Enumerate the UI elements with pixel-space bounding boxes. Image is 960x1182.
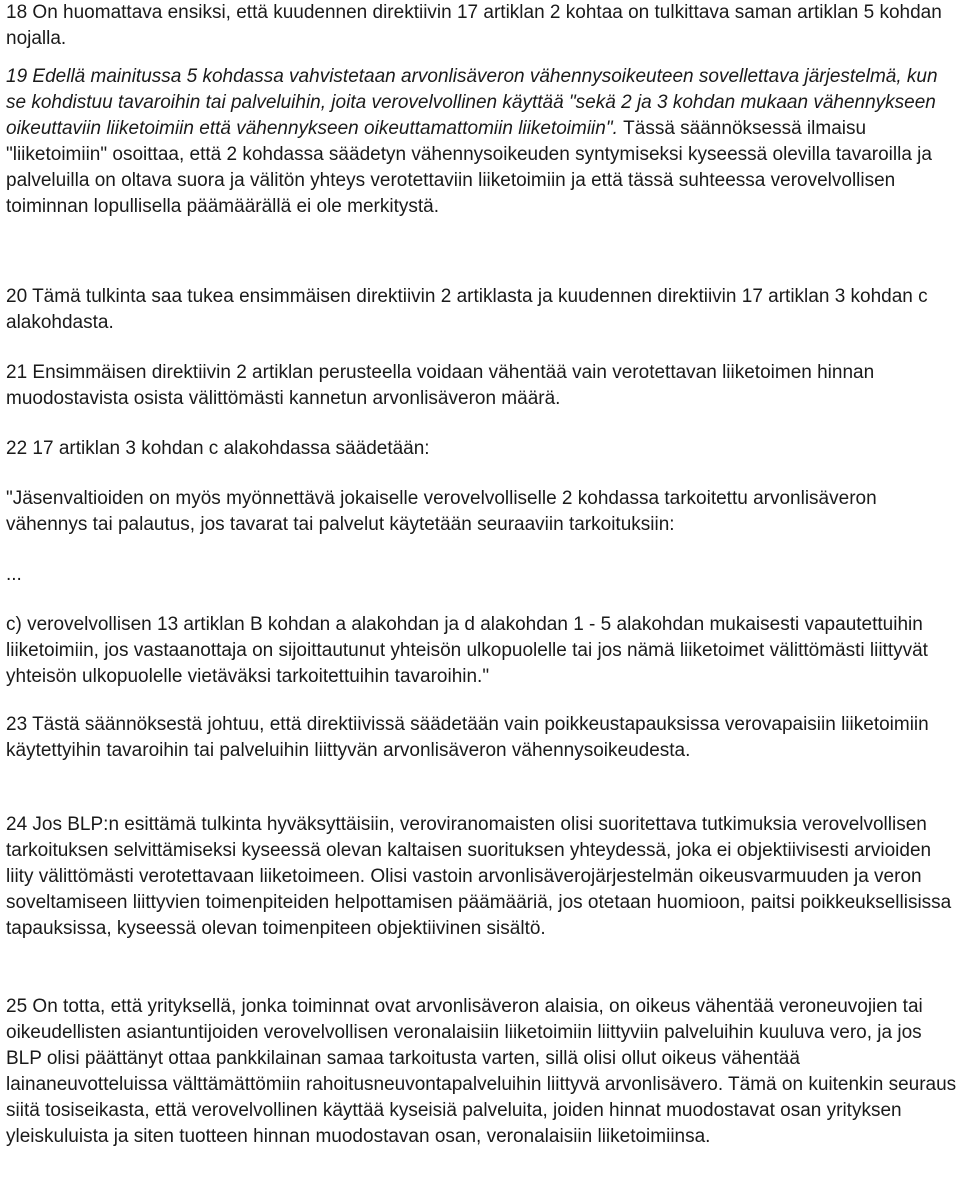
- paragraph-18: 18 On huomattava ensiksi, että kuudennen direktiivin 17 artiklan 2 kohtaa on tulkittava saman artiklan 5 kohdan nojalla.: [6, 2, 942, 49]
- paragraph-24: 24 Jos BLP:n esittämä tulkinta hyväksyttäisiin, veroviranomaisten olisi suoritettava tutkimuksia verovelvollisen tarkoituksen selvittämiseksi kyseessä olevan kaltaisen suorituksen yhteydessä, joka ei objektiivisesti arvioiden liity välittömästi verotettavaan liiketoimeen. Olisi vastoin arvonlisäverojärjestelmän oikeusvarmuuden ja veron soveltamiseen liittyvien toimenpiteiden helpottamisen päämääriä, jos otetaan huomioon, paitsi poikkeuksellisissa tapauksissa, kyseessä olevan toimenpiteen objektiivinen sisältö.: [6, 814, 952, 939]
- paragraph-19: [6, 64, 958, 220]
- paragraph-22: 22 17 artiklan 3 kohdan c alakohdassa säädetään:: [6, 438, 430, 459]
- paragraph-25: 25 On totta, että yrityksellä, jonka toiminnat ovat arvonlisäveron alaisia, on oikeus vähentää veroneuvojien tai oikeudellisten asiantuntijoiden verovelvollisen veronalaisiin liiketoimiin liittyviin palveluihin kuuluva vero, ja jos BLP olisi päättänyt ottaa pankkilainan samaa tarkoitusta varten, sillä olisi ollut oikeus vähentää lainaneuvotteluissa välttämättömiin rahoitusneuvontapalveluihin liittyvä arvonlisävero. Tämä on kuitenkin seuraus siitä tosiseikasta, että verovelvollinen käyttää kyseisiä palveluita, joiden hinnat muodostavat osan yrityksen yleiskuluista ja siten tuotteen hinnan muodostavan osan, veronalaisiin liiketoimiinsa.: [6, 996, 957, 1147]
- paragraph-23: 23 Tästä säännöksestä johtuu, että direktiivissä säädetään vain poikkeustapauksissa verovapaisiin liiketoimiin käytettyihin tavaroihin tai palveluihin liittyvän arvonlisäveron vähennysoikeudesta.: [6, 714, 929, 761]
- paragraph-19-rest: Tässä säännöksessä ilmaisu "liiketoimiin" osoittaa, että 2 kohdassa säädetyn vähennysoikeuden syntymiseksi kyseessä olevilla tavaroilla ja palveluilla on oltava suora ja välitön yhteys verotettaviin liiketoimiin ja että tässä suhteessa verovelvollisen toiminnan lopullisella päämäärällä ei ole merkitystä.: [6, 118, 932, 217]
- paragraph-19-italic: 19 Edellä mainitussa 5 kohdassa vahvistetaan arvonlisäveron vähennysoikeuteen sovellettava järjestelmä, kun se kohdistuu tavaroihin tai palveluihin, joita verovelvollinen käyttää "sekä 2 ja 3 kohdan mukaan vähennykseen oikeuttaviin liiketoimiin että vähennykseen oikeuttamattomiin liiketoimiin".: [6, 66, 938, 139]
- paragraph-21: 21 Ensimmäisen direktiivin 2 artiklan perusteella voidaan vähentää vain verotettavan liiketoimen hinnan muodostavista osista välittömästi kannetun arvonlisäveron määrä.: [6, 362, 875, 409]
- quote-ellipsis: ...: [6, 564, 22, 585]
- paragraph-20: 20 Tämä tulkinta saa tukea ensimmäisen direktiivin 2 artiklasta ja kuudennen direktiivin 17 artiklan 3 kohdan c alakohdasta.: [6, 286, 928, 333]
- quote-paragraph-2: c) verovelvollisen 13 artiklan B kohdan a alakohdan ja d alakohdan 1 - 5 alakohdan mukaisesti vapautettuihin liiketoimiin, jos vastaanottaja on sijoittautunut yhteisön ulkopuolelle tai jos nämä liiketoimet välittömästi liittyvät yhteisön ulkopuolelle vietäväksi tarkoitettuihin tavaroihin.": [6, 614, 928, 687]
- quote-paragraph-1: "Jäsenvaltioiden on myös myönnettävä jokaiselle verovelvolliselle 2 kohdassa tarkoitettu arvonlisäveron vähennys tai palautus, jos tavarat tai palvelut käytetään seuraaviin tarkoituksiin:: [6, 488, 877, 535]
